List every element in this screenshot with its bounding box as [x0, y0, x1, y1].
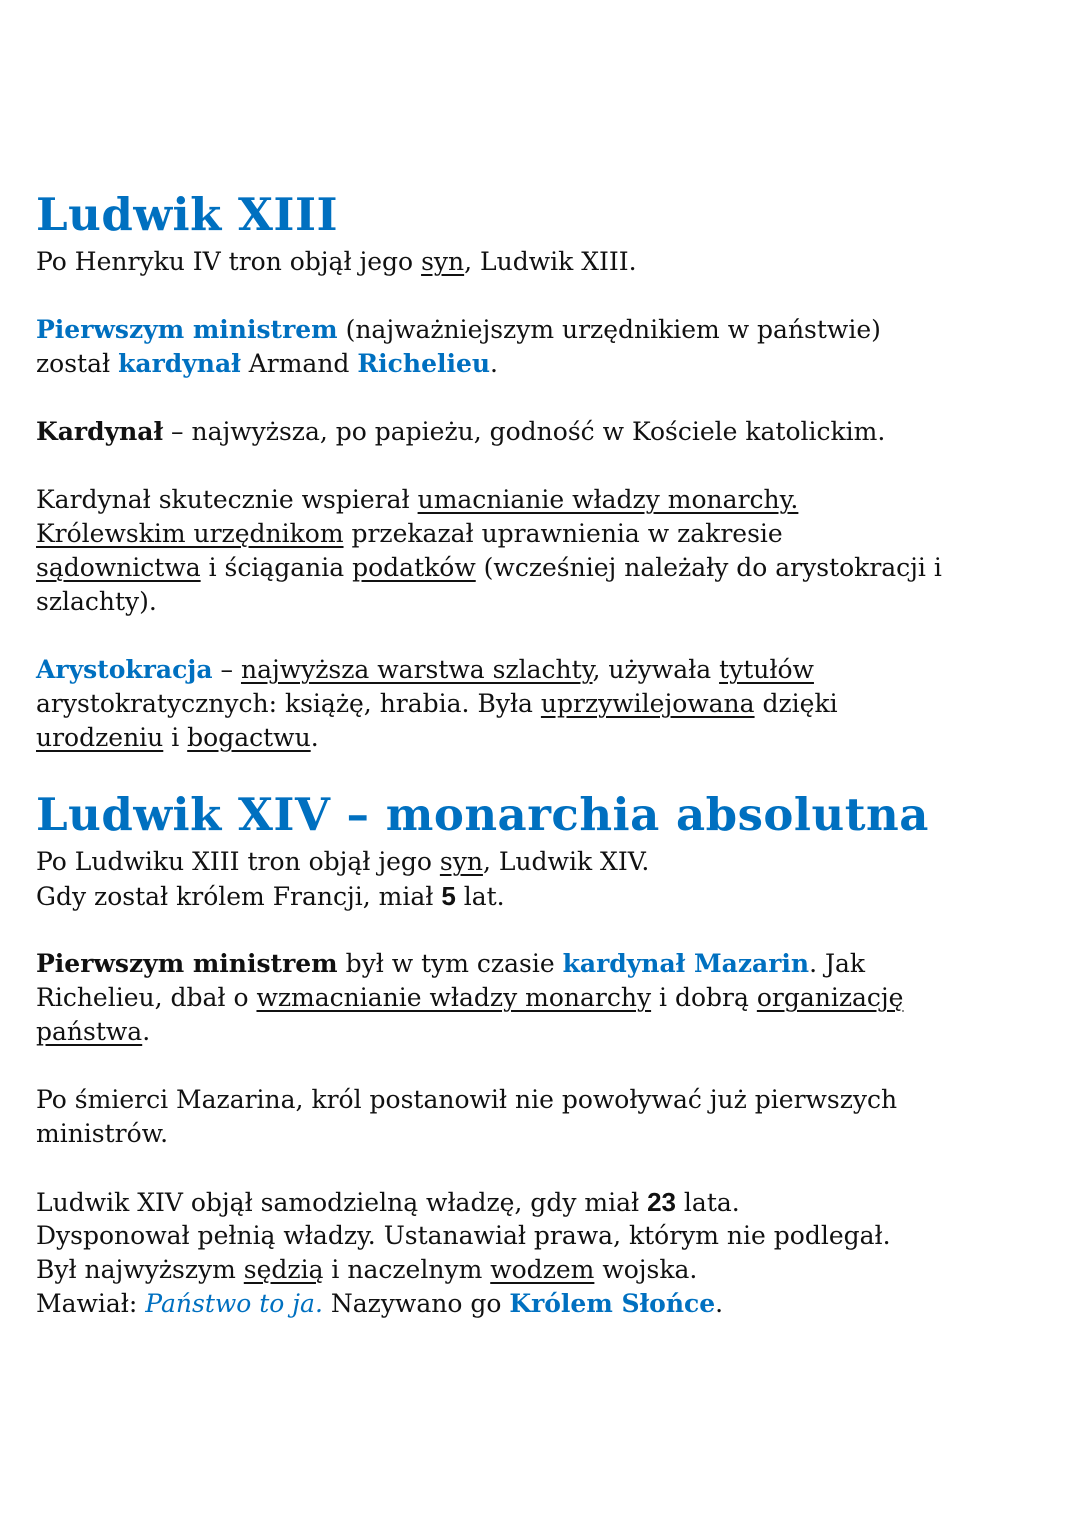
blank-line	[36, 913, 1066, 947]
text-segment: (najważniejszym urzędnikiem w państwie)	[337, 315, 881, 344]
text-line	[36, 1117, 1066, 1151]
text-segment: (wcześniej należały do arystokracji i	[475, 553, 942, 582]
underlined-text: najwyższa warstwa szlachty	[240, 655, 593, 684]
highlighted-term: Królem Słońce	[509, 1289, 716, 1318]
text-segment: lat.	[455, 882, 505, 911]
text-line	[36, 1253, 1066, 1287]
blank-line	[36, 381, 1066, 415]
underlined-text: Królewskim urzędnikom	[36, 519, 344, 548]
underlined-text: uprzywilejowana	[540, 689, 755, 718]
quote-text: Państwo to ja.	[145, 1289, 323, 1318]
underlined-text: organizację	[756, 983, 904, 1012]
underlined-text: sądownictwa	[36, 553, 201, 582]
section-heading: Ludwik XIII	[36, 188, 339, 241]
text-segment: i dobrą	[651, 983, 757, 1012]
text-line	[36, 517, 1066, 551]
text-segment: .	[142, 1017, 151, 1046]
underlined-text: bogactwu	[187, 723, 311, 752]
highlighted-term: kardynał	[118, 349, 241, 378]
text-segment: ministrów.	[36, 1119, 169, 1148]
text-segment: był w tym czasie	[337, 949, 563, 978]
blank-line	[36, 279, 1066, 313]
text-segment: .	[715, 1289, 724, 1318]
underlined-text: tytułów	[719, 655, 814, 684]
text-line	[36, 313, 1066, 347]
text-segment: Po Ludwiku XIII tron objął jego	[36, 847, 440, 876]
document-page	[36, 190, 1066, 1321]
text-segment: i ściągania	[200, 553, 353, 582]
text-segment: Ludwik XIV objął samodzielną władzę, gdy miał	[36, 1188, 648, 1217]
text-segment: .	[490, 349, 498, 378]
text-segment: – najwyższa, po papieżu, godność w Kościele katolickim.	[163, 417, 886, 446]
text-line	[36, 483, 1066, 517]
text-line	[36, 653, 1066, 687]
text-line	[36, 1185, 1066, 1219]
text-segment: Nazywano go	[322, 1289, 510, 1318]
blank-line	[36, 619, 1066, 653]
underlined-text: wodzem	[490, 1255, 595, 1284]
blank-line	[36, 1049, 1066, 1083]
highlighted-term: Arystokracja	[36, 655, 213, 684]
section-1	[36, 190, 1066, 755]
section-heading: Ludwik XIV – monarchia absolutna	[36, 788, 929, 841]
highlighted-term: Pierwszym ministrem	[36, 315, 338, 344]
text-line	[36, 845, 1066, 879]
text-segment: i naczelnym	[323, 1255, 491, 1284]
text-line	[36, 551, 1066, 585]
highlighted-term: Richelieu	[357, 349, 491, 378]
text-line	[36, 981, 1066, 1015]
underlined-text: podatków	[352, 553, 476, 582]
text-segment: arystokratycznych: książę, hrabia. Była	[36, 689, 541, 718]
text-line	[36, 245, 1066, 279]
text-line	[36, 1015, 1066, 1049]
text-line	[36, 415, 1066, 449]
text-segment: , Ludwik XIV.	[482, 847, 650, 876]
text-line	[36, 721, 1066, 755]
bold-number: 23	[647, 1187, 676, 1217]
text-segment: szlachty).	[36, 587, 157, 616]
text-segment: Richelieu, dbał o	[36, 983, 257, 1012]
text-segment: lata.	[675, 1188, 740, 1217]
underlined-text: urodzeniu	[36, 723, 164, 752]
bold-number: 5	[441, 881, 456, 911]
underlined-text: sędzią	[243, 1255, 324, 1284]
text-line	[36, 1287, 1066, 1321]
text-line	[36, 879, 1066, 913]
section-2	[36, 790, 1066, 1321]
blank-line	[36, 1151, 1066, 1185]
text-segment: przekazał uprawnienia w zakresie	[343, 519, 783, 548]
underlined-text: wzmacnianie władzy monarchy	[256, 983, 652, 1012]
text-segment: Dysponował pełnią władzy. Ustanawiał prawa, którym nie podlegał.	[36, 1221, 891, 1250]
text-segment: Mawiał:	[36, 1289, 146, 1318]
text-segment: został	[36, 349, 119, 378]
bold-text: Pierwszym ministrem	[36, 949, 338, 978]
highlighted-term: kardynał Mazarin	[562, 949, 810, 978]
text-line	[36, 687, 1066, 721]
blank-line	[36, 449, 1066, 483]
underlined-text: umacnianie władzy monarchy.	[417, 485, 799, 514]
text-segment: Armand	[240, 349, 358, 378]
text-segment: dzięki	[754, 689, 838, 718]
text-segment: –	[212, 655, 241, 684]
text-segment: Kardynał skutecznie wspierał	[36, 485, 418, 514]
text-segment: , używała	[592, 655, 720, 684]
text-segment: , Ludwik XIII.	[464, 247, 637, 276]
text-segment: Po Henryku IV tron objął jego	[36, 247, 422, 276]
text-line	[36, 1219, 1066, 1253]
bold-text: Kardynał	[36, 417, 164, 446]
text-line	[36, 585, 1066, 619]
text-line	[36, 347, 1066, 381]
text-segment: wojska.	[594, 1255, 698, 1284]
text-segment: Był najwyższym	[36, 1255, 244, 1284]
underlined-text: syn	[439, 847, 483, 876]
text-segment: Po śmierci Mazarina, król postanowił nie powoływać już pierwszych	[36, 1085, 898, 1114]
text-segment: .	[310, 723, 319, 752]
underlined-text: syn	[421, 247, 465, 276]
text-segment: . Jak	[809, 949, 866, 978]
text-line	[36, 1083, 1066, 1117]
text-segment: i	[163, 723, 188, 752]
text-line	[36, 947, 1066, 981]
underlined-text: państwa	[36, 1017, 143, 1046]
text-segment: Gdy został królem Francji, miał	[36, 882, 442, 911]
